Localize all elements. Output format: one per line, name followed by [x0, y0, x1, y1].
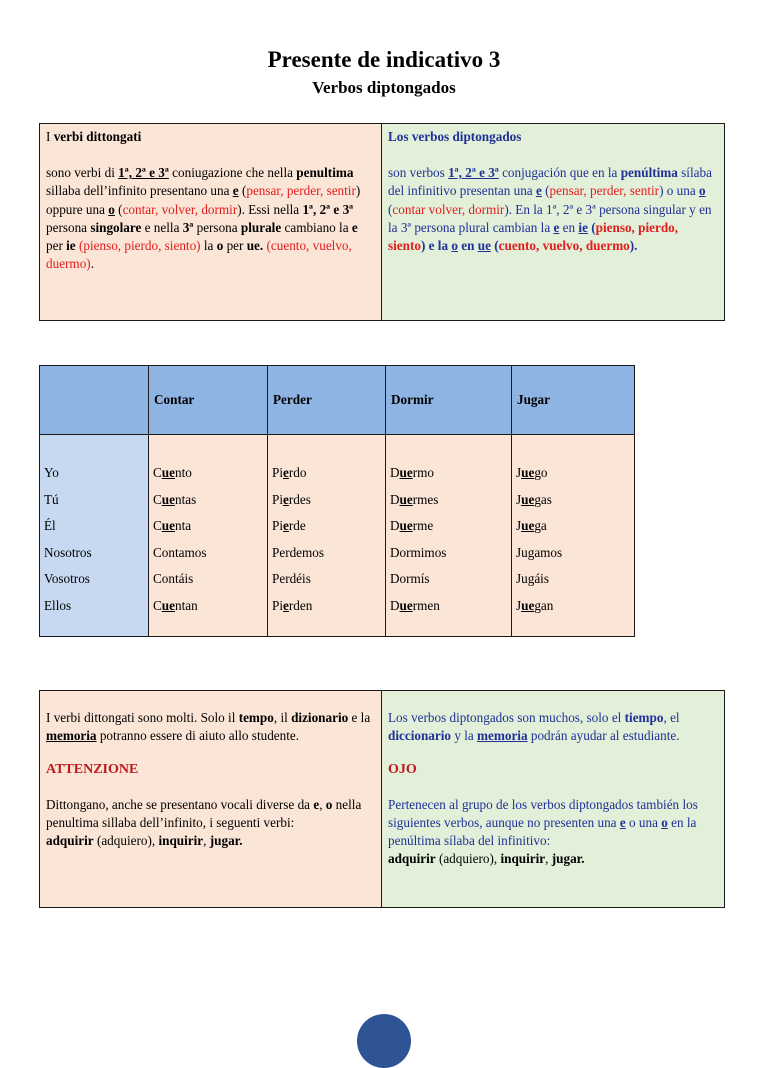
intro-spanish [382, 124, 724, 320]
header-empty [40, 366, 149, 435]
header-dormir: Dormir [386, 366, 512, 435]
perder-column [268, 435, 386, 637]
verb-form: Juega [516, 518, 547, 534]
verb-form: Juegan [516, 597, 554, 613]
verb-form: Perdéis [272, 571, 311, 587]
jugar-column [512, 435, 635, 637]
page-indicator [357, 1014, 411, 1068]
pronoun: Yo [44, 465, 59, 480]
notes-spanish-text: Los verbos diptongados son muchos, solo el tiempo, el diccionario y la memoria podrán ayudar al estudiante. [388, 710, 680, 744]
dormir-column [386, 435, 512, 637]
verb-form: Duermes [390, 491, 439, 507]
verb-form: Juegas [516, 491, 552, 507]
verb-form: Duerme [390, 518, 434, 534]
conjugation-table [39, 365, 635, 637]
page-subtitle: Verbos diptongados [312, 78, 456, 97]
conjugation-header-row [40, 366, 635, 435]
verb-form: Dormimos [390, 544, 447, 560]
pronoun-column [40, 435, 149, 637]
notes-italian-verbs: Dittongano, anche se presentano vocali diverse da e, o nella penultima sillaba dell’infinito, i seguenti verbi: adquirir (adquiero), inquirir, jugar. [46, 796, 362, 849]
pronoun: Vosotros [44, 571, 90, 587]
pronoun: Él [44, 518, 56, 534]
notes-italian [40, 691, 382, 907]
header-perder: Perder [268, 366, 386, 435]
ojo-label: OJO [388, 762, 417, 778]
notes-box [39, 690, 725, 908]
intro-italian [40, 124, 382, 320]
pronoun: Tú [44, 491, 59, 507]
header-contar: Contar [149, 366, 268, 435]
intro-italian-heading: I verbi dittongati [46, 129, 142, 144]
verb-form: Perdemos [272, 544, 325, 560]
intro-spanish-text: son verbos 1ª, 2ª e 3ª conjugación que en la penúltima sílaba del infinitivo presentan una e (pensar, perder, sentir) o una o (contar volver, dormir). En la 1ª, 2ª e 3ª persona singular y en la 3ª persona plural cambian la e en ie (pienso, pierdo, siento) e la o en ue (cuento, vuelvo, duermo). [388, 165, 712, 254]
header-jugar: Jugar [512, 366, 635, 435]
contar-column [149, 435, 268, 637]
verb-form: Cuento [153, 465, 192, 480]
verb-form: Jugamos [516, 544, 563, 560]
verb-form: Cuentas [153, 491, 197, 507]
verb-form: Juego [516, 465, 548, 480]
notes-italian-text: I verbi dittongati sono molti. Solo il tempo, il dizionario e la memoria potranno essere di aiuto allo studente. [46, 710, 371, 744]
notes-spanish [382, 691, 724, 907]
intro-spanish-heading: Los verbos diptongados [388, 129, 522, 144]
conjugation-body-row [40, 435, 635, 637]
intro-box [39, 123, 725, 321]
verb-form: Pierde [272, 518, 306, 534]
pronoun: Nosotros [44, 544, 92, 560]
pronoun: Ellos [44, 597, 72, 613]
verb-form: Jugáis [516, 571, 549, 587]
verb-form: Dormís [390, 571, 430, 587]
verb-form: Pierdo [272, 465, 307, 480]
intro-italian-text: sono verbi di 1ª, 2ª e 3ª coniugazione che nella penultima sillaba dell’infinito presentano una e (pensar, perder, sentir) oppure una o (contar, volver, dormir). Essi nella 1ª, 2ª e 3ª persona singolare e nella 3ª persona plurale cambiano la e per ie (pienso, pierdo, siento) la o per ue. (cuento, vuelvo, duermo). [46, 165, 361, 272]
verb-form: Duermo [390, 465, 434, 480]
verb-form: Contamos [153, 544, 207, 560]
attention-label: ATTENZIONE [46, 762, 139, 778]
verb-form: Duermen [390, 597, 440, 613]
verb-form: Cuenta [153, 518, 192, 534]
verb-form: Cuentan [153, 597, 198, 613]
verb-form: Pierdes [272, 491, 311, 507]
notes-spanish-verbs: Pertenecen al grupo de los verbos diptongados también los siguientes verbos, aunque no presenten una e o una o en la penúltima sílaba del infinitivo: adquirir (adquiero), inquirir, jugar. [388, 796, 698, 867]
verb-form: Contáis [153, 571, 194, 587]
verb-form: Pierden [272, 597, 313, 613]
page-title: Presente de indicativo 3 [267, 47, 501, 72]
